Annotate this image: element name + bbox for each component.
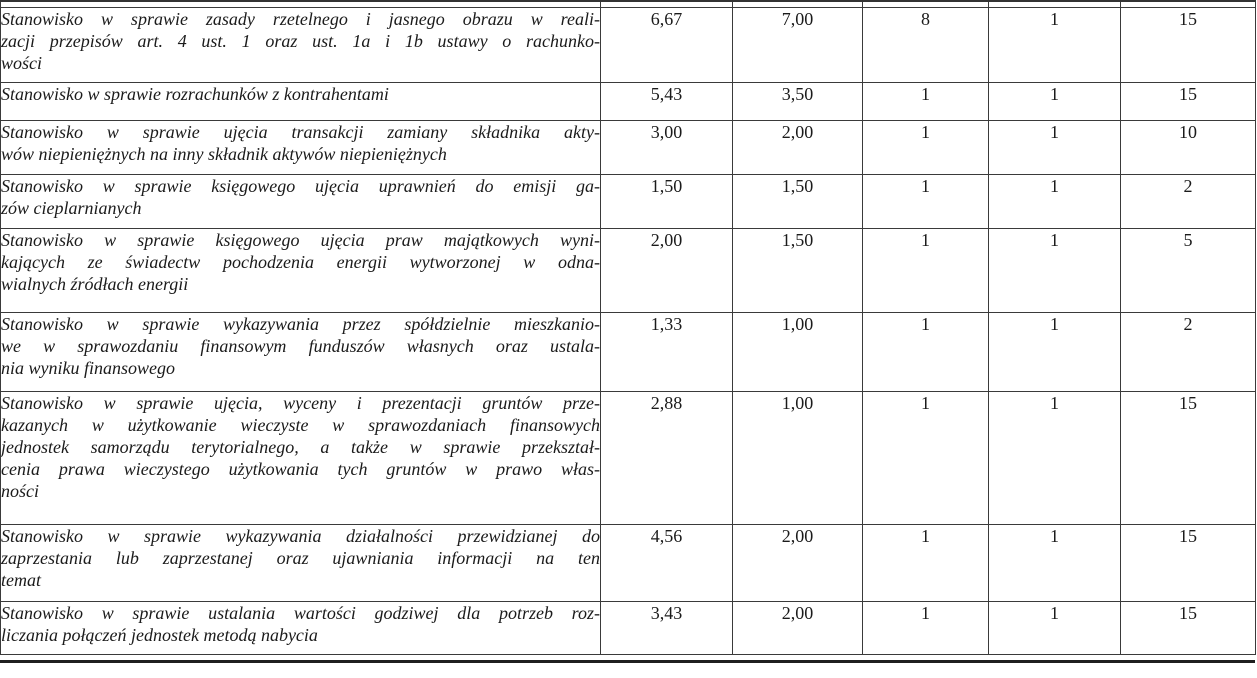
position-title-cell [1, 8, 601, 83]
table-row [1, 602, 1256, 655]
value-cell-col5: 10 [1121, 121, 1256, 175]
table-body [1, 1, 1256, 655]
position-title-line: wów niepieniężnych na inny składnik aktywów niepieniężnych [1, 144, 447, 164]
value-cell-col1: 6,67 [601, 8, 733, 83]
position-title-cell [1, 313, 601, 392]
value-cell-col2: 1,00 [733, 313, 863, 392]
value-cell-col3: 1 [863, 229, 989, 313]
value-cell-col5: 5 [1121, 229, 1256, 313]
position-title-cell [1, 602, 601, 655]
position-title-cell [1, 229, 601, 313]
value-cell-col1: 3,43 [601, 602, 733, 655]
position-title-cell [1, 525, 601, 602]
value-cell-col2: 1,50 [733, 229, 863, 313]
position-title-line: zów cieplarnianych [1, 198, 142, 218]
value-cell-col5: 15 [1121, 392, 1256, 525]
table-row [1, 175, 1256, 229]
value-cell-col2: 7,00 [733, 8, 863, 83]
position-title-line: liczania połączeń jednostek metodą nabycia [1, 625, 318, 645]
value-cell-col4: 1 [989, 83, 1121, 121]
value-cell-col2: 2,00 [733, 121, 863, 175]
value-cell-col2: 3,50 [733, 83, 863, 121]
position-title-line: wości [1, 53, 43, 73]
position-title-line: Stanowisko w sprawie zasady rzetelnego i jasnego obrazu w reali- [1, 9, 600, 29]
position-title-line: Stanowisko w sprawie ujęcia transakcji zamiany składnika akty- [1, 122, 600, 142]
table-row [1, 83, 1256, 121]
value-cell-col5: 2 [1121, 175, 1256, 229]
table-row [1, 8, 1256, 83]
value-cell-col3: 1 [863, 525, 989, 602]
position-title-line: Stanowisko w sprawie rozrachunków z kontrahentami [1, 84, 389, 104]
position-title-line: nia wyniku finansowego [1, 358, 175, 378]
position-title-cell [1, 175, 601, 229]
value-cell-col4: 1 [989, 121, 1121, 175]
position-title-line: Stanowisko w sprawie księgowego ujęcia praw majątkowych wyni- [1, 230, 600, 250]
table-bottom-rule [0, 660, 1255, 663]
value-cell-col3: 1 [863, 175, 989, 229]
position-title-line: kazanych w użytkowanie wieczyste w sprawozdaniach finansowych [1, 415, 600, 435]
position-title-line: zaprzestania lub zaprzestanej oraz ujawniania informacji na ten [1, 548, 600, 568]
value-cell-col2: 2,00 [733, 525, 863, 602]
position-title-cell [1, 392, 601, 525]
value-cell-col1: 2,00 [601, 229, 733, 313]
table-row [1, 313, 1256, 392]
value-cell-col4: 1 [989, 8, 1121, 83]
value-cell-col1: 1,50 [601, 175, 733, 229]
table-row [1, 525, 1256, 602]
value-cell-col1: 2,88 [601, 392, 733, 525]
value-cell-col5: 15 [1121, 83, 1256, 121]
position-title-line: wialnych źródłach energii [1, 274, 189, 294]
value-cell-col1: 3,00 [601, 121, 733, 175]
value-cell-col1: 1,33 [601, 313, 733, 392]
position-title-line: Stanowisko w sprawie księgowego ujęcia uprawnień do emisji ga- [1, 176, 600, 196]
value-cell-col4: 1 [989, 175, 1121, 229]
position-title-line: cenia prawa wieczystego użytkowania tych gruntów w prawo włas- [1, 459, 600, 479]
value-cell-col2: 1,50 [733, 175, 863, 229]
position-title-line: jednostek samorządu terytorialnego, a także w sprawie przekształ- [1, 437, 600, 457]
value-cell-col1: 4,56 [601, 525, 733, 602]
value-cell-col4: 1 [989, 392, 1121, 525]
position-title-line: kających ze świadectw pochodzenia energii wytworzonej w odna- [1, 252, 600, 272]
value-cell-col5: 15 [1121, 525, 1256, 602]
value-cell-col2: 1,00 [733, 392, 863, 525]
table-row [1, 229, 1256, 313]
value-cell-col4: 1 [989, 525, 1121, 602]
position-title-line: Stanowisko w sprawie ustalania wartości godziwej dla potrzeb roz- [1, 603, 600, 623]
value-cell-col4: 1 [989, 229, 1121, 313]
position-title-line: ności [1, 481, 39, 501]
value-cell-col4: 1 [989, 602, 1121, 655]
position-title-line: temat [1, 570, 41, 590]
value-cell-col3: 8 [863, 8, 989, 83]
value-cell-col1: 5,43 [601, 83, 733, 121]
value-cell-col5: 15 [1121, 602, 1256, 655]
position-title-line: Stanowisko w sprawie wykazywania przez spółdzielnie mieszkanio- [1, 314, 600, 334]
value-cell-col3: 1 [863, 313, 989, 392]
position-title-line: we w sprawozdaniu finansowym funduszów własnych oraz ustala- [1, 336, 600, 356]
value-cell-col5: 15 [1121, 8, 1256, 83]
position-title-line: zacji przepisów art. 4 ust. 1 oraz ust. 1a i 1b ustawy o rachunko- [1, 31, 600, 51]
table-row [1, 121, 1256, 175]
position-title-cell [1, 121, 601, 175]
value-cell-col5: 2 [1121, 313, 1256, 392]
value-cell-col3: 1 [863, 83, 989, 121]
position-title-line: Stanowisko w sprawie ujęcia, wyceny i prezentacji gruntów prze- [1, 393, 600, 413]
value-cell-col2: 2,00 [733, 602, 863, 655]
position-title-cell [1, 83, 601, 121]
table-row [1, 392, 1256, 525]
value-cell-col3: 1 [863, 121, 989, 175]
value-cell-col3: 1 [863, 392, 989, 525]
value-cell-col3: 1 [863, 602, 989, 655]
value-cell-col4: 1 [989, 313, 1121, 392]
position-title-line: Stanowisko w sprawie wykazywania działalności przewidzianej do [1, 526, 600, 546]
